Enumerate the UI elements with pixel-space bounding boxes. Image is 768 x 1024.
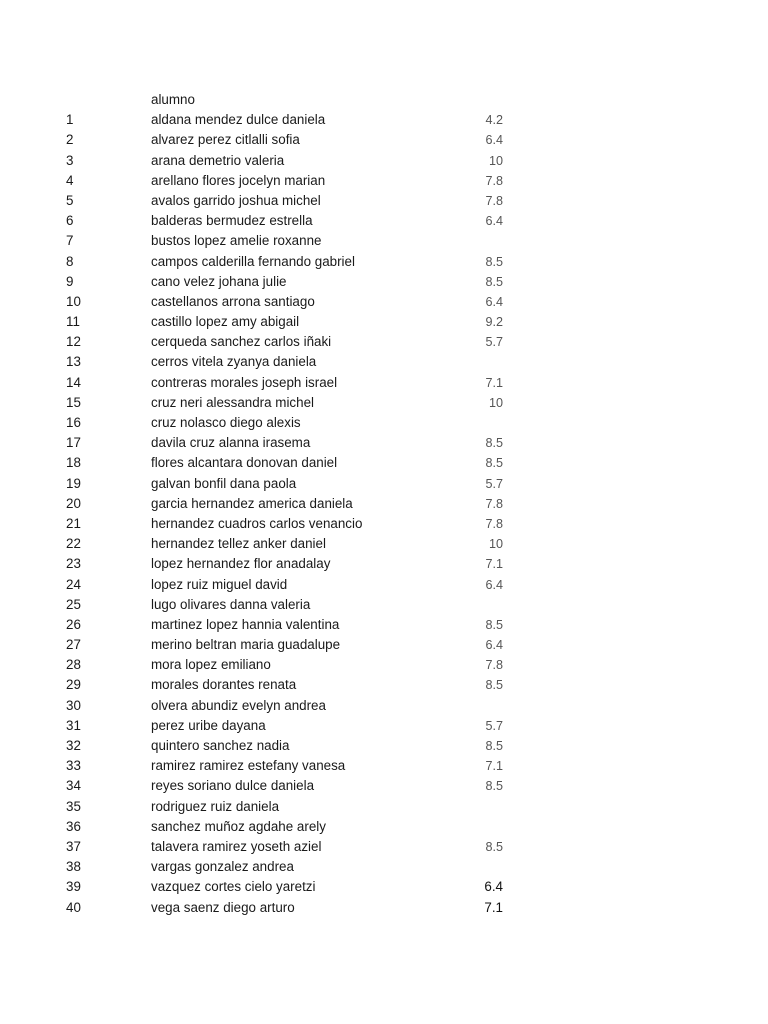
student-grade: 8.5 [485, 739, 503, 753]
student-name: morales dorantes renata [151, 677, 297, 693]
table-row [0, 171, 768, 191]
row-number: 16 [66, 415, 81, 430]
student-name: bustos lopez amelie roxanne [151, 233, 322, 249]
student-grade: 8.5 [485, 456, 503, 471]
table-row [0, 151, 768, 171]
student-grade: 7.8 [485, 516, 503, 531]
student-grade: 7.1 [485, 375, 503, 390]
student-grade: 10 [488, 395, 503, 410]
student-name: avalos garrido joshua michel [151, 192, 321, 208]
student-name: cano velez johana julie [151, 273, 287, 289]
row-number: 20 [66, 495, 81, 511]
student-name: perez uribe dayana [151, 717, 266, 733]
row-number: 18 [66, 455, 81, 471]
student-grade: 5.7 [485, 718, 503, 733]
student-grade: 10 [488, 153, 503, 168]
row-number: 27 [66, 637, 81, 653]
row-number: 22 [66, 536, 81, 552]
row-number: 7 [66, 233, 74, 249]
row-number: 9 [66, 273, 74, 289]
row-number: 2 [66, 132, 74, 148]
row-number: 34 [66, 778, 81, 794]
table-row [0, 292, 768, 312]
student-name: davila cruz alanna irasema [151, 435, 311, 451]
row-number: 29 [66, 677, 81, 693]
table-row [0, 877, 768, 897]
row-number: 6 [66, 213, 74, 229]
table-row [0, 655, 768, 675]
student-grade: 7.1 [485, 557, 503, 572]
row-number: 15 [66, 394, 81, 410]
table-row [0, 130, 768, 150]
student-name: balderas bermudez estrella [151, 213, 313, 229]
student-name: talavera ramirez yoseth aziel [151, 838, 322, 854]
row-number: 35 [66, 798, 81, 814]
student-name: galvan bonfil dana paola [151, 475, 297, 491]
table-row [0, 110, 768, 130]
student-name: cerros vitela zyanya daniela [151, 354, 317, 370]
row-number: 5 [66, 192, 74, 208]
row-number: 24 [66, 576, 81, 592]
student-grade: 6.4 [485, 133, 503, 148]
student-name: martinez lopez hannia valentina [151, 616, 340, 632]
student-name: castillo lopez amy abigail [151, 314, 300, 330]
student-grade: 7.8 [485, 193, 503, 208]
student-name: hernandez tellez anker daniel [151, 536, 326, 552]
table-row [0, 433, 768, 453]
table-row [0, 716, 768, 736]
table-row [0, 595, 768, 615]
row-number: 19 [66, 475, 81, 491]
table-row [0, 373, 768, 393]
student-name: lopez hernandez flor anadalay [151, 556, 331, 572]
student-grade: 10 [488, 537, 503, 552]
student-name: lopez ruiz miguel david [151, 576, 288, 592]
row-number: 32 [66, 738, 81, 753]
student-grade: 7.1 [485, 759, 503, 774]
table-row [0, 332, 768, 352]
table-row [0, 696, 768, 716]
row-number: 23 [66, 556, 81, 572]
row-number: 26 [66, 616, 81, 632]
row-number: 30 [66, 697, 81, 713]
row-number: 17 [66, 435, 81, 451]
student-name: hernandez cuadros carlos venancio [151, 515, 363, 531]
row-number: 25 [66, 596, 81, 612]
row-number: 36 [66, 818, 81, 834]
student-grade: 7.8 [485, 658, 503, 673]
row-number: 14 [66, 374, 81, 390]
student-name: rodriguez ruiz daniela [151, 798, 280, 814]
table-row [0, 615, 768, 635]
student-name: vazquez cortes cielo yaretzi [151, 879, 316, 895]
student-grade: 7.8 [485, 173, 503, 188]
table-row [0, 675, 768, 695]
row-number: 39 [66, 879, 81, 895]
row-number: 37 [66, 838, 81, 854]
student-grade: 6.4 [485, 577, 503, 592]
student-name: arana demetrio valeria [151, 152, 285, 168]
table-row [0, 312, 768, 332]
table-row [0, 635, 768, 655]
student-name: ramirez ramirez estefany vanesa [151, 758, 346, 774]
table-row [0, 453, 768, 473]
table-row [0, 817, 768, 837]
student-name: reyes soriano dulce daniela [151, 778, 315, 794]
table-row [0, 575, 768, 595]
table-row [0, 211, 768, 231]
student-grade: 6.4 [485, 638, 503, 653]
student-grade: 6.4 [485, 214, 503, 229]
student-name: quintero sanchez nadia [151, 738, 290, 753]
student-name: garcia hernandez america daniela [151, 495, 353, 511]
row-number: 28 [66, 657, 81, 673]
student-grade: 7.1 [484, 899, 503, 915]
student-name: alvarez perez citlalli sofia [151, 132, 300, 148]
student-grade: 8.5 [485, 779, 503, 794]
table-row [0, 191, 768, 211]
table-row [0, 898, 768, 918]
header-row [0, 90, 768, 110]
student-grade: 7.8 [485, 496, 503, 511]
column-header-alumno: alumno [151, 92, 195, 107]
student-grade: 8.5 [485, 678, 503, 693]
table-row [0, 393, 768, 413]
student-name: lugo olivares danna valeria [151, 596, 311, 612]
table-row [0, 554, 768, 574]
table-row [0, 857, 768, 877]
student-name: flores alcantara donovan daniel [151, 455, 338, 471]
student-name: sanchez muñoz agdahe arely [151, 818, 326, 834]
table-row [0, 837, 768, 857]
student-name: contreras morales joseph israel [151, 374, 338, 390]
student-name: cerqueda sanchez carlos iñaki [151, 334, 332, 350]
table-row [0, 756, 768, 776]
row-number: 11 [66, 314, 80, 330]
row-number: 12 [66, 334, 81, 350]
student-name: cruz nolasco diego alexis [151, 415, 301, 430]
student-grade-sheet [0, 90, 768, 918]
student-name: mora lopez emiliano [151, 657, 271, 673]
student-grade: 8.5 [485, 617, 503, 632]
table-row [0, 352, 768, 372]
student-grade: 5.7 [485, 335, 503, 350]
row-number: 21 [66, 515, 81, 531]
table-row [0, 494, 768, 514]
student-grade: 4.2 [485, 113, 503, 128]
table-row [0, 272, 768, 292]
student-grade: 8.5 [485, 254, 503, 269]
row-number: 1 [66, 112, 74, 128]
student-grade: 8.5 [485, 839, 503, 854]
student-grade: 5.7 [485, 476, 503, 491]
table-row [0, 534, 768, 554]
student-name: olvera abundiz evelyn andrea [151, 697, 326, 713]
table-row [0, 231, 768, 251]
student-name: cruz neri alessandra michel [151, 394, 314, 410]
row-number: 3 [66, 152, 74, 168]
row-number: 10 [66, 293, 81, 309]
student-grade: 8.5 [485, 436, 503, 451]
table-row [0, 736, 768, 756]
table-row [0, 776, 768, 796]
student-name: arellano flores jocelyn marian [151, 172, 326, 188]
student-grade: 6.4 [484, 879, 503, 895]
student-name: vargas gonzalez andrea [151, 859, 294, 875]
table-row [0, 413, 768, 433]
student-name: aldana mendez dulce daniela [151, 112, 326, 128]
row-number: 31 [66, 717, 81, 733]
student-grade: 6.4 [485, 294, 503, 309]
table-row [0, 474, 768, 494]
student-name: vega saenz diego arturo [151, 899, 295, 915]
student-name: merino beltran maria guadalupe [151, 637, 341, 653]
row-number: 4 [66, 172, 74, 188]
student-rows [0, 110, 768, 918]
row-number: 8 [66, 253, 74, 269]
student-name: castellanos arrona santiago [151, 293, 315, 309]
row-number: 40 [66, 899, 81, 915]
table-row [0, 252, 768, 272]
student-name: campos calderilla fernando gabriel [151, 253, 355, 269]
student-grade: 8.5 [485, 274, 503, 289]
row-number: 13 [66, 354, 81, 370]
row-number: 33 [66, 758, 81, 774]
table-row [0, 514, 768, 534]
row-number: 38 [66, 859, 81, 875]
table-row [0, 797, 768, 817]
student-grade: 9.2 [485, 315, 503, 330]
